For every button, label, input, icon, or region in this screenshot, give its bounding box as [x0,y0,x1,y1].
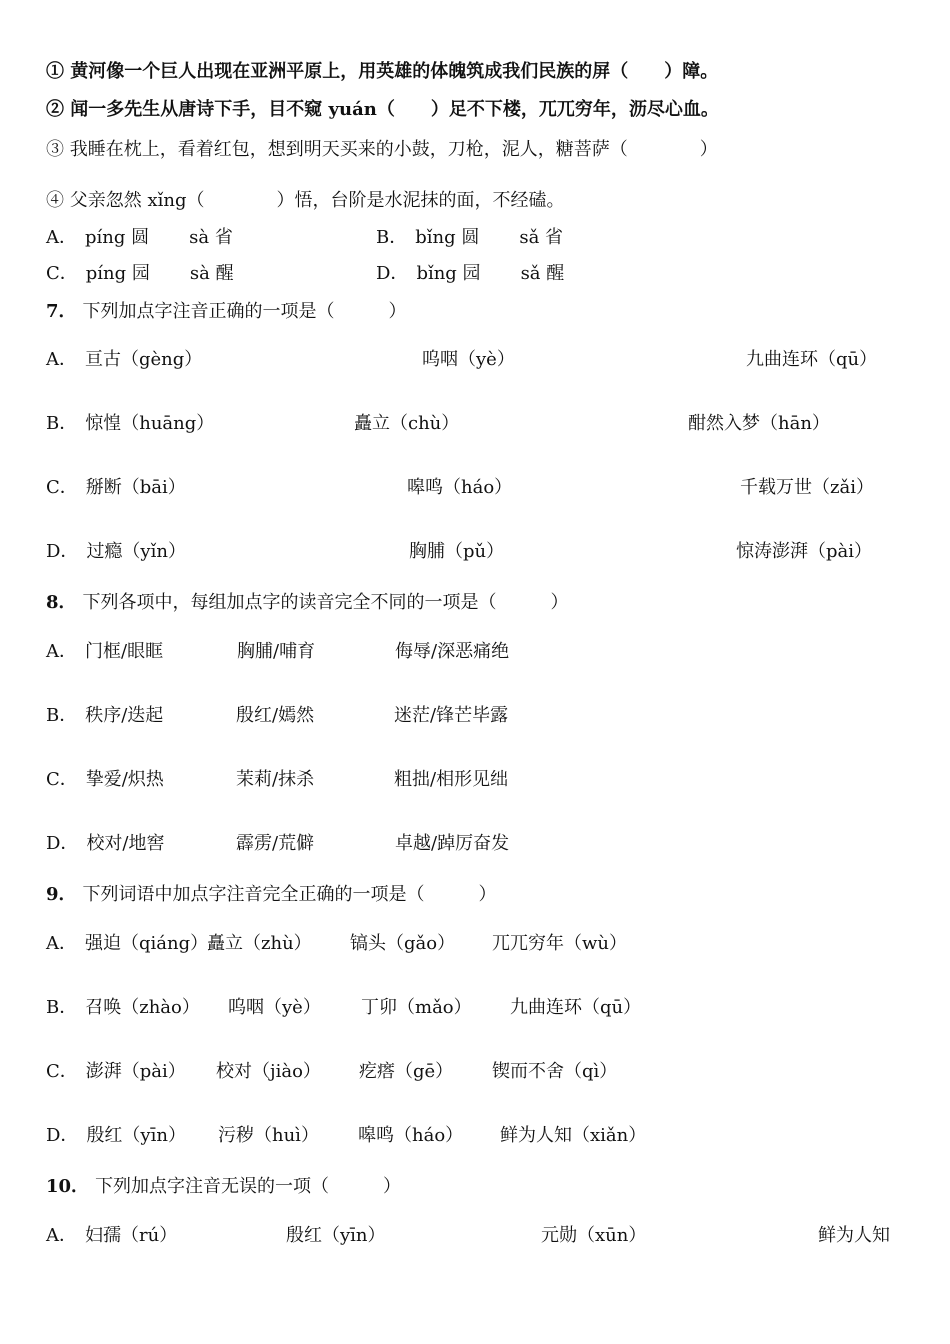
option-part: píng 园 [85,263,150,284]
option-part: sǎ 省 [519,227,564,248]
option-item: 呜咽（yè） [422,349,515,370]
option-part: sà 醒 [189,263,234,284]
q9-stem [46,883,497,907]
option-label: C． [46,263,78,284]
option-label: D． [46,1125,79,1146]
option-item: 过瘾（yǐn） [86,541,186,562]
q10-stem [46,1175,401,1199]
option-item: 镐头（gǎo） [350,933,456,954]
option-item: 召唤（zhào） [85,997,200,1018]
q7-option-b [46,412,214,436]
option-item: 霹雳/荒僻 [236,833,315,854]
option-label: A． [46,1225,77,1246]
option-item: 侮辱/深恶痛绝 [395,641,510,662]
option-part: bǐng 园 [416,263,481,284]
option-item: 殷红/嫣然 [236,705,315,726]
question-text: 下列各项中，每组加点字的读音完全不同的一项是（ ） [82,592,569,613]
option-item: 矗立（chù） [354,413,460,434]
option-item: 秩序/迭起 [85,705,164,726]
q7-stem [46,300,407,324]
option-item: 九曲连环（qū） [746,349,878,370]
option-item: 澎湃（pài） [85,1061,186,1082]
option-item: 鲜为人知（xiǎn） [500,1125,647,1146]
q6-option-c [46,262,234,286]
option-label: A． [46,349,77,370]
question-number: 10． [46,1176,90,1197]
option-item: 掰断（bāi） [85,477,186,498]
q7-option-d [46,540,186,564]
option-item: 校对/地窖 [86,833,165,854]
option-item: 殷红（yīn） [86,1125,186,1146]
option-item: 校对（jiào） [216,1061,321,1082]
q9-option-a [46,932,208,956]
option-label: C． [46,1061,78,1082]
option-label: C． [46,477,78,498]
option-item: 迷茫/锋芒毕露 [394,705,509,726]
option-item: 矗立（zhù） [207,933,312,954]
option-label: A． [46,641,77,662]
question-number: 9． [46,884,77,905]
q9-option-b [46,996,200,1020]
q8-stem [46,591,569,615]
option-label: B． [46,705,78,726]
option-item: 九曲连环（qū） [510,997,642,1018]
question-number: 8． [46,592,77,613]
option-label: A． [46,227,77,248]
question-text: 下列加点字注音正确的一项是（ ） [82,301,407,322]
option-label: C． [46,769,78,790]
option-item: 粗拙/相形见绌 [394,769,509,790]
q7-option-c [46,476,186,500]
question-text: 下列加点字注音无误的一项（ ） [95,1176,402,1197]
option-item: 元勋（xūn） [541,1225,647,1246]
option-label: D． [46,541,79,562]
q6-item-3: ③ 我睡在枕上，看着红包，想到明天买来的小鼓，刀枪，泥人，糖菩萨（ ） [46,139,718,160]
q6-item-2: ② 闻一多先生从唐诗下手，目不窥 yuán（ ）足不下楼，兀兀穷年，沥尽心血。 [46,99,719,120]
q6-option-b [376,226,563,250]
q9-option-d [46,1124,186,1148]
option-item: 丁卯（mǎo） [361,997,472,1018]
option-item: 呜咽（yè） [228,997,321,1018]
option-item: 锲而不舍（qì） [492,1061,618,1082]
option-item: 门框/眼眶 [85,641,164,662]
option-item: 胸脯（pǔ） [409,541,505,562]
option-item: 茉莉/抹杀 [236,769,315,790]
option-item: 殷红（yīn） [286,1225,386,1246]
option-item: 疙瘩（gē） [359,1061,454,1082]
option-label: B． [46,413,78,434]
q8-option-c [46,768,164,792]
option-part: sà 省 [189,227,233,248]
question-number: 7． [46,301,77,322]
option-item: 胸脯/哺育 [237,641,316,662]
option-item: 挚爱/炽热 [85,769,164,790]
q6-option-a [46,226,233,250]
option-item: 嗥鸣（háo） [407,477,513,498]
q8-option-a [46,640,163,664]
option-part: sǎ 醒 [520,263,565,284]
option-item: 惊惶（huāng） [85,413,215,434]
option-label: B． [376,227,408,248]
q7-option-a [46,348,202,372]
option-part: píng 圆 [85,227,150,248]
option-item: 卓越/踔厉奋发 [395,833,510,854]
option-label: D． [376,263,409,284]
option-item: 鲜为人知 [818,1225,890,1246]
option-item: 惊涛澎湃（pài） [736,541,873,562]
q8-option-b [46,704,163,728]
option-item: 酣然入梦（hān） [688,413,830,434]
option-label: D． [46,833,79,854]
q10-option-a [46,1224,177,1248]
option-item: 妇孺（rú） [85,1225,178,1246]
q8-option-d [46,832,165,856]
option-label: B． [46,997,78,1018]
option-label: A． [46,933,77,954]
option-part: bǐng 圆 [415,227,480,248]
option-item: 千载万世（zǎi） [740,477,874,498]
q6-option-d [376,262,564,286]
q9-option-c [46,1060,186,1084]
q6-item-1: ① 黄河像一个巨人出现在亚洲平原上，用英雄的体魄筑成我们民族的屏（ ）障。 [46,61,719,82]
option-item: 嗥鸣（háo） [358,1125,464,1146]
option-item: 污秽（huì） [218,1125,319,1146]
option-item: 强迫（qiáng） [85,933,209,954]
question-text: 下列词语中加点字注音完全正确的一项是（ ） [82,884,497,905]
option-item: 亘古（gèng） [85,349,203,370]
option-item: 兀兀穷年（wù） [492,933,627,954]
q6-item-4: ④ 父亲忽然 xǐng（ ）悟，台阶是水泥抹的面，不经磕。 [46,190,565,211]
